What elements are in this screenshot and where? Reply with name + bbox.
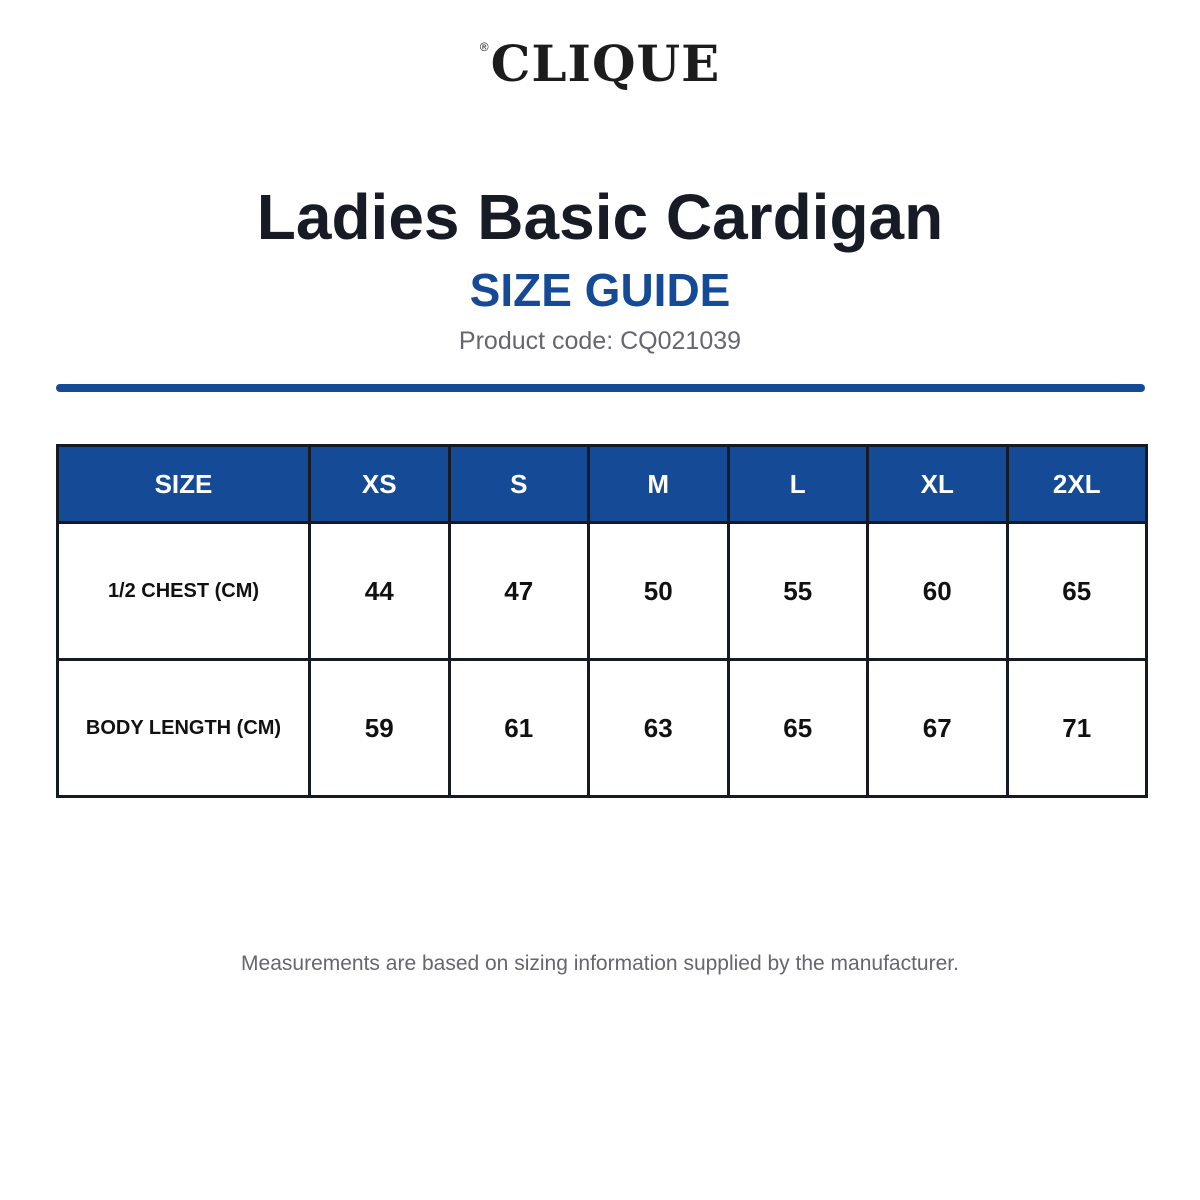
size-header-cell: L <box>728 446 868 523</box>
page-subtitle: SIZE GUIDE <box>469 264 731 316</box>
table-cell: 65 <box>1007 523 1147 660</box>
size-header-cell: XS <box>310 446 450 523</box>
table-cell: 60 <box>868 523 1008 660</box>
product-code: Product code: CQ021039 <box>458 327 742 355</box>
size-table <box>56 444 1148 798</box>
table-row <box>58 523 1147 660</box>
page-title: Ladies Basic Cardigan <box>256 181 944 253</box>
table-cell: 61 <box>449 660 589 797</box>
table-cell: 55 <box>728 523 868 660</box>
header-divider <box>56 384 1145 392</box>
size-header-cell: M <box>589 446 729 523</box>
row-label-chest: 1/2 CHEST (CM) <box>58 523 310 660</box>
table-row <box>58 660 1147 797</box>
table-cell: 71 <box>1007 660 1147 797</box>
size-header-label: SIZE <box>58 446 310 523</box>
table-cell: 67 <box>868 660 1008 797</box>
table-cell: 47 <box>449 523 589 660</box>
table-cell: 50 <box>589 523 729 660</box>
table-cell: 44 <box>310 523 450 660</box>
table-cell: 65 <box>728 660 868 797</box>
table-header-row <box>58 446 1147 523</box>
size-header-cell: XL <box>868 446 1008 523</box>
table-cell: 63 <box>589 660 729 797</box>
footnote: Measurements are based on sizing information supplied by the manufacturer. <box>241 952 959 975</box>
row-label-body-length: BODY LENGTH (CM) <box>58 660 310 797</box>
brand-logo <box>0 34 1200 93</box>
brand-name: CLIQUE <box>490 34 721 93</box>
registered-mark: ® <box>479 40 490 54</box>
size-header-cell: S <box>449 446 589 523</box>
size-header-cell: 2XL <box>1007 446 1147 523</box>
table-cell: 59 <box>310 660 450 797</box>
